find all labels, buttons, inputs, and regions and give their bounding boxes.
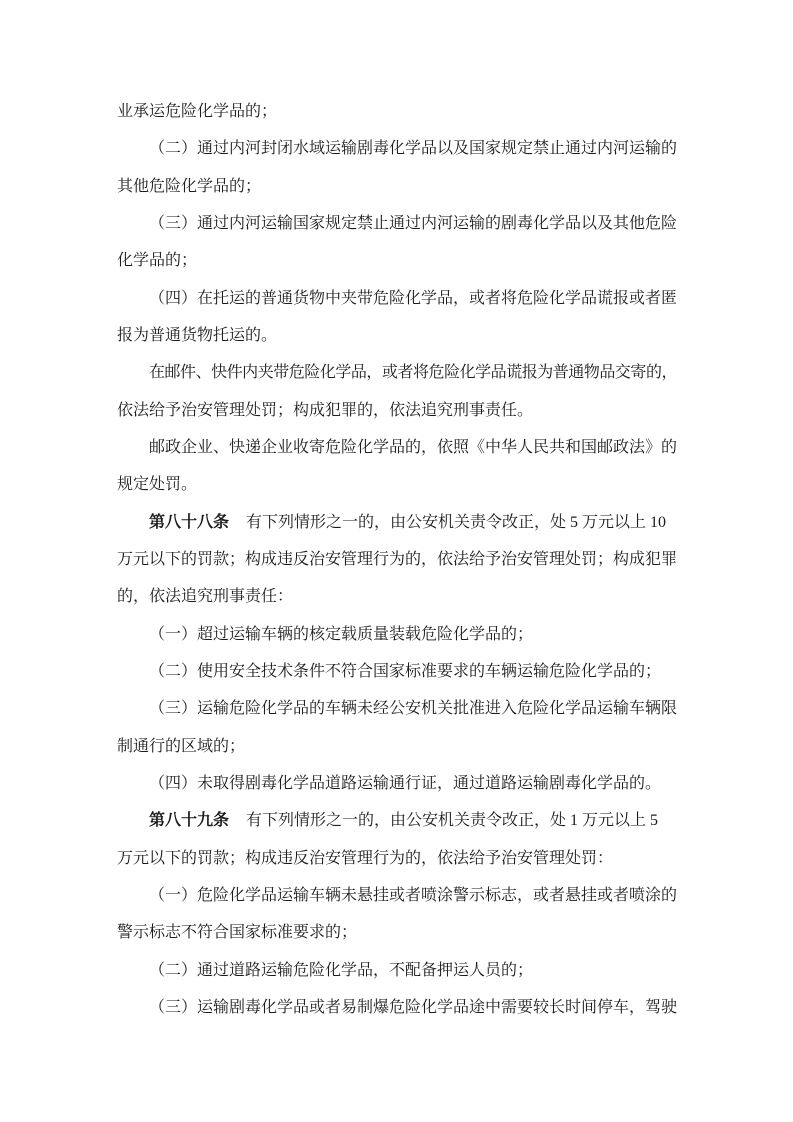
text-line — [117, 802, 677, 839]
text-line: 依法给予治安管理处罚；构成犯罪的，依法追究刑事责任。 — [117, 401, 534, 419]
text-line: 报为普通货物托运的。 — [117, 326, 278, 344]
text-line: （一）危险化学品运输车辆未悬挂或者喷涂警示标志，或者悬挂或者喷涂的 — [149, 886, 678, 904]
text-line: （三）运输剧毒化学品或者易制爆危险化学品途中需要较长时间停车，驾驶 — [149, 998, 678, 1016]
article-number: 第八十九条 — [149, 812, 230, 830]
text-line: 万元以下的罚款；构成违反治安管理行为的，依法给予治安管理处罚： — [117, 849, 614, 867]
text-line: 化学品的； — [117, 252, 198, 270]
text-line: （一）超过运输车辆的核定载质量装载危险化学品的； — [149, 625, 534, 643]
text-line: 在邮件、快件内夹带危险化学品，或者将危险化学品谎报为普通物品交寄的， — [149, 364, 678, 382]
text-line: 的，依法追究刑事责任： — [117, 588, 294, 606]
text-line: 万元以下的罚款；构成违反治安管理行为的，依法给予治安管理处罚；构成犯罪 — [117, 550, 678, 568]
text-line — [117, 504, 677, 541]
text-line: （四）在托运的普通货物中夹带危险化学品，或者将危险化学品谎报或者匿 — [149, 289, 678, 307]
text-line: （二）使用安全技术条件不符合国家标准要求的车辆运输危险化学品的； — [149, 662, 662, 680]
text-line: 警示标志不符合国家标准要求的； — [117, 924, 358, 942]
text-line: （二）通过道路运输危险化学品，不配备押运人员的； — [149, 961, 534, 979]
text-line: 规定处罚。 — [117, 476, 198, 494]
text-line: （二）通过内河封闭水域运输剧毒化学品以及国家规定禁止通过内河运输的 — [149, 140, 678, 158]
text-line: （三）运输危险化学品的车辆未经公安机关批准进入危险化学品运输车辆限 — [149, 700, 678, 718]
text-line: 制通行的区域的； — [117, 737, 246, 755]
text-line: 邮政企业、快递企业收寄危险化学品的，依照《中华人民共和国邮政法》的 — [149, 438, 678, 456]
text-line: （三）通过内河运输国家规定禁止通过内河运输的剧毒化学品以及其他危险 — [149, 214, 678, 232]
article-number: 第八十八条 — [149, 513, 230, 531]
article-intro-text: 有下列情形之一的，由公安机关责令改正，处 5 万元以上 10 — [246, 513, 667, 531]
text-line: 业承运危险化学品的； — [117, 103, 278, 120]
article-intro-text: 有下列情形之一的，由公安机关责令改正，处 1 万元以上 5 — [246, 812, 659, 830]
text-line: 其他危险化学品的； — [117, 177, 262, 195]
text-line: （四）未取得剧毒化学品道路运输通行证，通过道路运输剧毒化学品的。 — [149, 774, 662, 792]
document-body — [117, 93, 677, 1026]
